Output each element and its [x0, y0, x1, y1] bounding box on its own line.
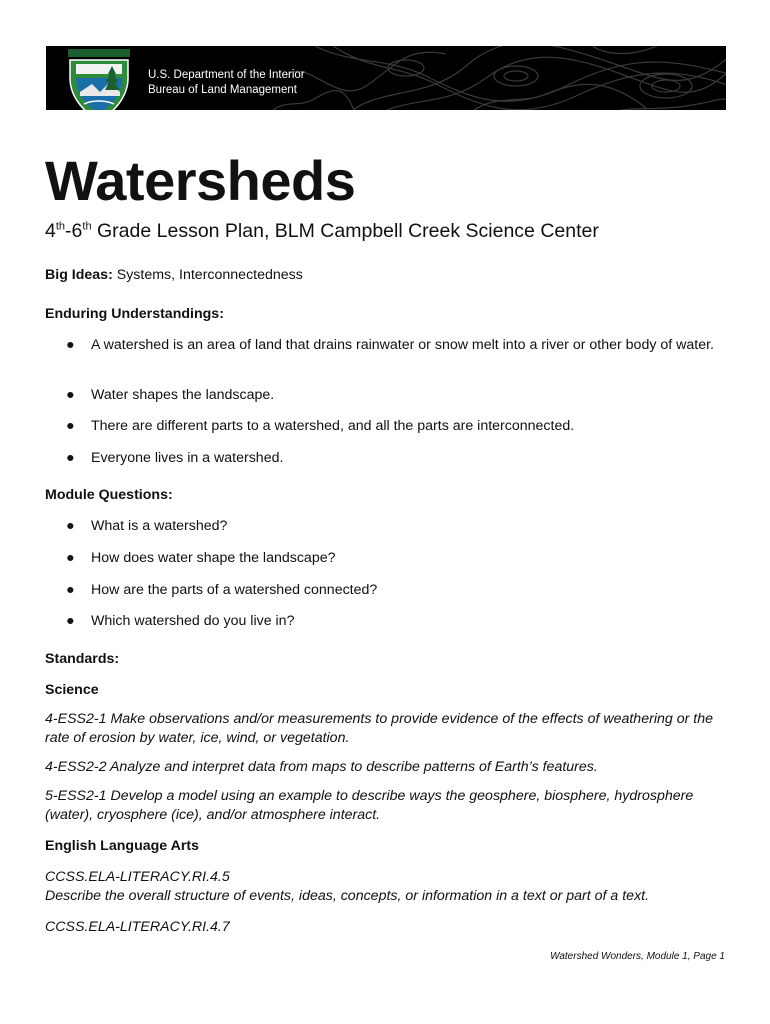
module-heading: Module Questions:	[45, 487, 173, 503]
big-ideas-label: Big Ideas:	[45, 267, 113, 283]
list-item-text: Water shapes the landscape.	[91, 387, 275, 403]
science-standard: 5-ESS2-1 Develop a model using an example to describe ways the geosphere, biosphere, hydrosphere (water), cryosphere (ice), and/or atmosphere interact.	[45, 788, 694, 823]
page-subtitle	[45, 220, 599, 243]
bullet-icon: ●	[66, 518, 75, 534]
subtitle-rest: Grade Lesson Plan, BLM Campbell Creek Science Center	[91, 220, 599, 242]
grade-dash: -	[65, 220, 72, 242]
grade-to: 6	[71, 220, 83, 242]
list-item-text: Which watershed do you live in?	[91, 613, 295, 629]
header-banner	[46, 46, 726, 110]
standards-heading: Standards:	[45, 651, 120, 667]
big-ideas-value: Systems, Interconnectedness	[112, 267, 303, 283]
bullet-icon: ●	[66, 582, 75, 598]
ela-heading: English Language Arts	[45, 838, 199, 854]
grade-from: 4	[45, 220, 56, 242]
ela-description: Describe the overall structure of events, ideas, concepts, or information in a text or part of a text.	[45, 888, 650, 904]
ela-code: CCSS.ELA-LITERACY.RI.4.5	[45, 869, 230, 885]
page-title: Watersheds	[45, 149, 356, 212]
science-standard: 4-ESS2-1 Make observations and/or measurements to provide evidence of the effects of weathering or the rate of erosion by water, ice, wind, or vegetation.	[45, 711, 713, 746]
bullet-icon: ●	[66, 337, 75, 353]
list-item-text: There are different parts to a watershed, and all the parts are interconnected.	[91, 418, 575, 434]
enduring-heading: Enduring Understandings:	[45, 306, 224, 322]
list-item-text: Everyone lives in a watershed.	[91, 450, 284, 466]
bullet-icon: ●	[66, 550, 75, 566]
grade-to-sup: th	[82, 220, 92, 233]
ela-code: CCSS.ELA-LITERACY.RI.4.7	[45, 919, 230, 935]
bullet-icon: ●	[66, 387, 75, 403]
agency-name	[148, 68, 305, 98]
blm-logo	[66, 48, 132, 110]
list-item-text: A watershed is an area of land that drains rainwater or snow melt into a river or other body of water.	[91, 337, 714, 353]
page-footer: Watershed Wonders, Module 1, Page 1	[550, 951, 725, 962]
list-item-text: How does water shape the landscape?	[91, 550, 336, 566]
agency-line2: Bureau of Land Management	[148, 84, 297, 96]
big-ideas	[45, 266, 725, 285]
science-heading: Science	[45, 682, 99, 698]
grade-from-sup: th	[55, 220, 66, 233]
agency-line1: U.S. Department of the Interior	[148, 69, 305, 81]
science-standard: 4-ESS2-2 Analyze and interpret data from maps to describe patterns of Earth’s features.	[45, 759, 598, 775]
bullet-icon: ●	[66, 613, 75, 629]
list-item-text: What is a watershed?	[91, 518, 228, 534]
bullet-icon: ●	[66, 418, 75, 434]
list-item-text: How are the parts of a watershed connected?	[91, 582, 378, 598]
bullet-icon: ●	[66, 450, 75, 466]
